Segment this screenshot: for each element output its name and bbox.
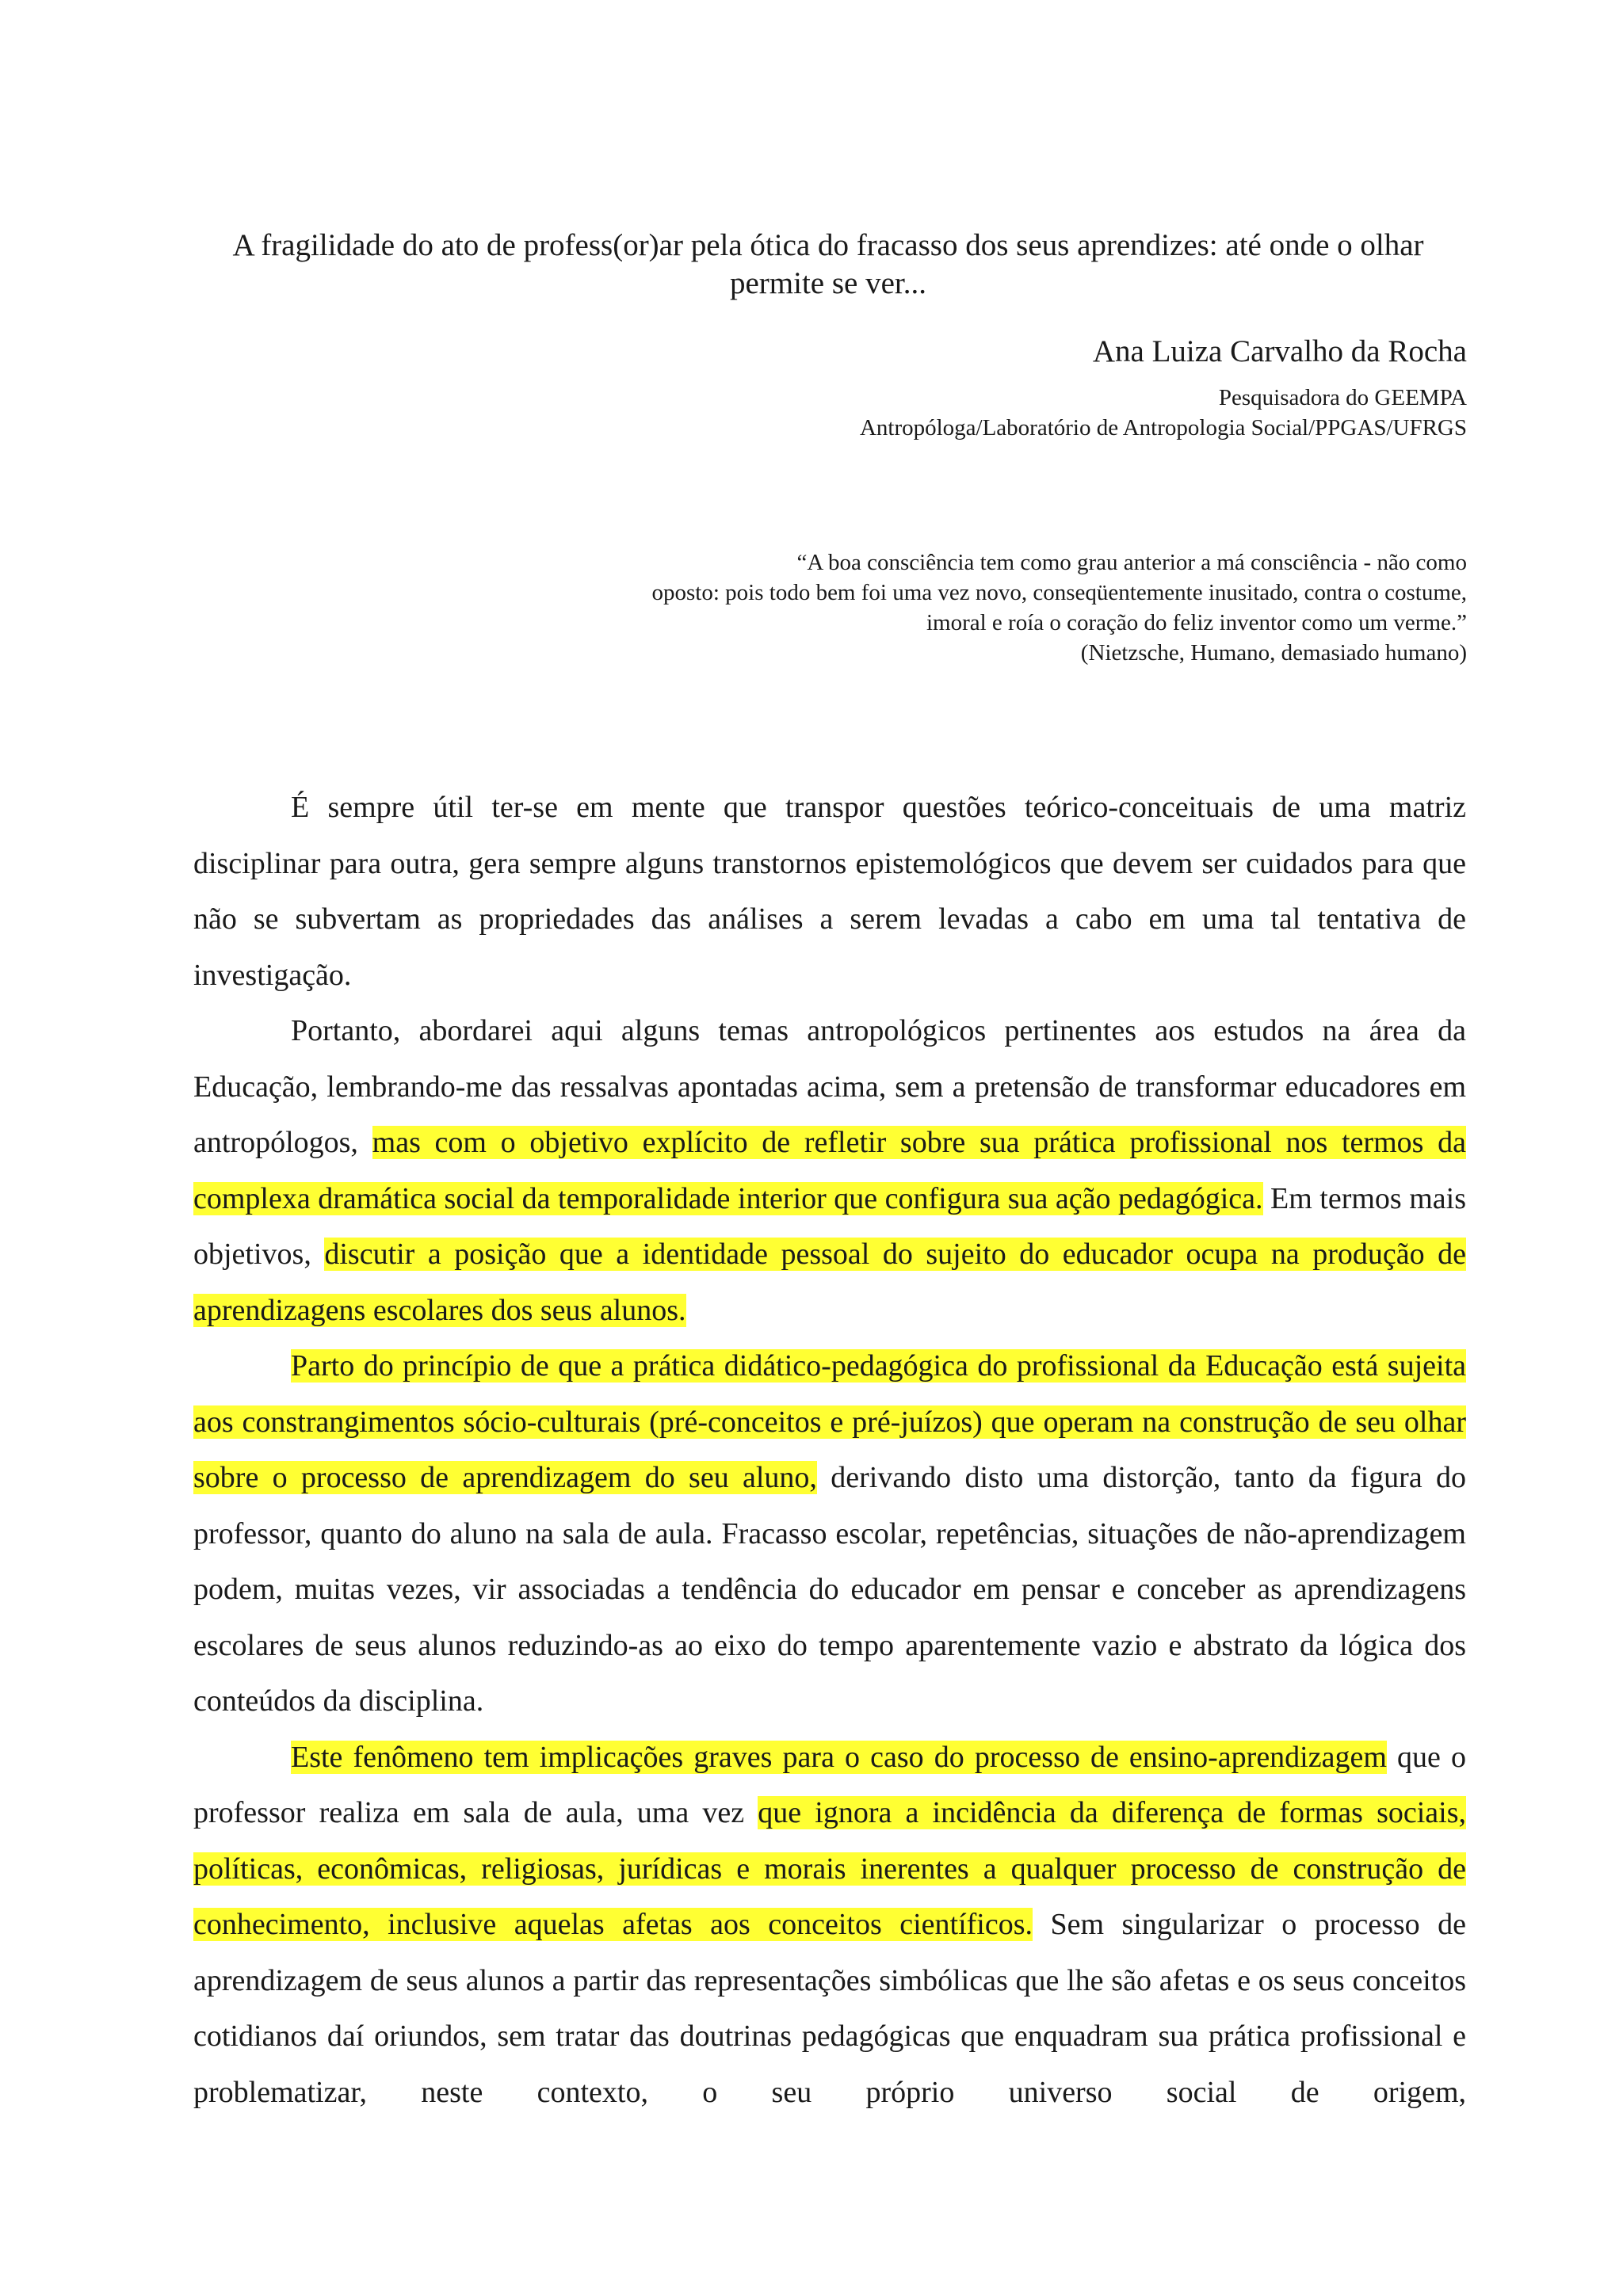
author-affiliation — [860, 383, 1467, 443]
highlighted-text: discutir a posição que a identidade pessoal do sujeito do educador ocupa na produção de aprendizagens escolares dos seus alunos. — [193, 1238, 1466, 1327]
highlighted-text: que ignora a incidência da diferença de formas sociais, políticas, econômicas, religiosas, jurídicas e morais inerentes a qualquer processo de construção de conhecimento, inclusive aquelas afetas aos conceitos científicos. — [193, 1796, 1466, 1941]
body-text — [193, 780, 1466, 2120]
epigraph-line: oposto: pois todo bem foi uma vez novo, conseqüentemente inusitado, contra o costume, — [651, 580, 1467, 605]
epigraph-citation: (Nietzsche, Humano, demasiado humano) — [1080, 640, 1467, 666]
affiliation-line: Antropóloga/Laboratório de Antropologia Social/PPGAS/UFRGS — [859, 415, 1467, 441]
body-paragraph — [193, 780, 1466, 1003]
paragraph-text: Sem singularizar o processo de aprendizagem de seus alunos a partir das representações simbólicas que lhe são afetas e os seus conceitos cotidianos daí oriundos, sem tratar das doutrinas pedagógicas que enquadram sua prática profissional e problematizar, neste contexto, o seu próprio universo social de origem, — [193, 1908, 1466, 2109]
paragraph-text: É sempre útil ter-se em mente que transpor questões teórico-conceituais de uma matriz disciplinar para outra, gera sempre alguns transtornos epistemológicos que devem ser cuidados para que não se subvertam as propriedades das análises a serem levadas a cabo em uma tal tentativa de investigação. — [193, 791, 1466, 992]
highlighted-text: Este fenômeno tem implicações graves para o caso do processo de ensino-aprendizagem — [291, 1740, 1387, 1774]
epigraph-line: imoral e roía o coração do feliz inventor como um verme.” — [926, 610, 1467, 635]
body-paragraph — [193, 1730, 1466, 2121]
paragraph-text: que o professor realiza em sala de aula, uma vez — [193, 1740, 1466, 1829]
highlighted-text: mas com o objetivo explícito de refletir sobre sua prática profissional nos termos da complexa dramática social da temporalidade interior que configura sua ação pedagógica. — [193, 1126, 1466, 1215]
author-name: Ana Luiza Carvalho da Rocha — [1092, 334, 1467, 368]
paragraph-text: Portanto, abordarei aqui alguns temas antropológicos pertinentes aos estudos na área da Educação, lembrando-me das ressalvas apontadas acima, sem a pretensão de transformar educadores em antropólogos, — [193, 1014, 1466, 1159]
body-paragraph — [193, 1003, 1466, 1338]
affiliation-line: Pesquisadora do GEEMPA — [1218, 385, 1467, 410]
epigraph-line: “A boa consciência tem como grau anterior a má consciência - não como — [796, 550, 1467, 575]
paragraph-text: derivando disto uma distorção, tanto da figura do professor, quanto do aluno na sala de aula. Fracasso escolar, repetências, situações de não-aprendizagem podem, muitas vezes, vir associadas a tendência do educador em pensar e conceber as aprendizagens escolares de seus alunos reduzindo-as ao eixo do tempo aparentemente vazio e abstrato da lógica dos conteúdos da disciplina. — [193, 1461, 1466, 1718]
highlighted-text: Parto do princípio de que a prática didático-pedagógica do profissional da Educação está sujeita aos constrangimentos sócio-culturais (pré-conceitos e pré-juízos) que operam na construção de seu olhar sobre o processo de aprendizagem do seu aluno, — [193, 1349, 1466, 1494]
document-title: A fragilidade do ato de profess(or)ar pela ótica do fracasso dos seus aprendizes: até onde o olhar permite se ver... — [232, 228, 1424, 300]
paragraph-text: Em termos mais objetivos, — [193, 1181, 1466, 1271]
body-paragraph — [193, 1338, 1466, 1730]
epigraph — [516, 547, 1467, 668]
